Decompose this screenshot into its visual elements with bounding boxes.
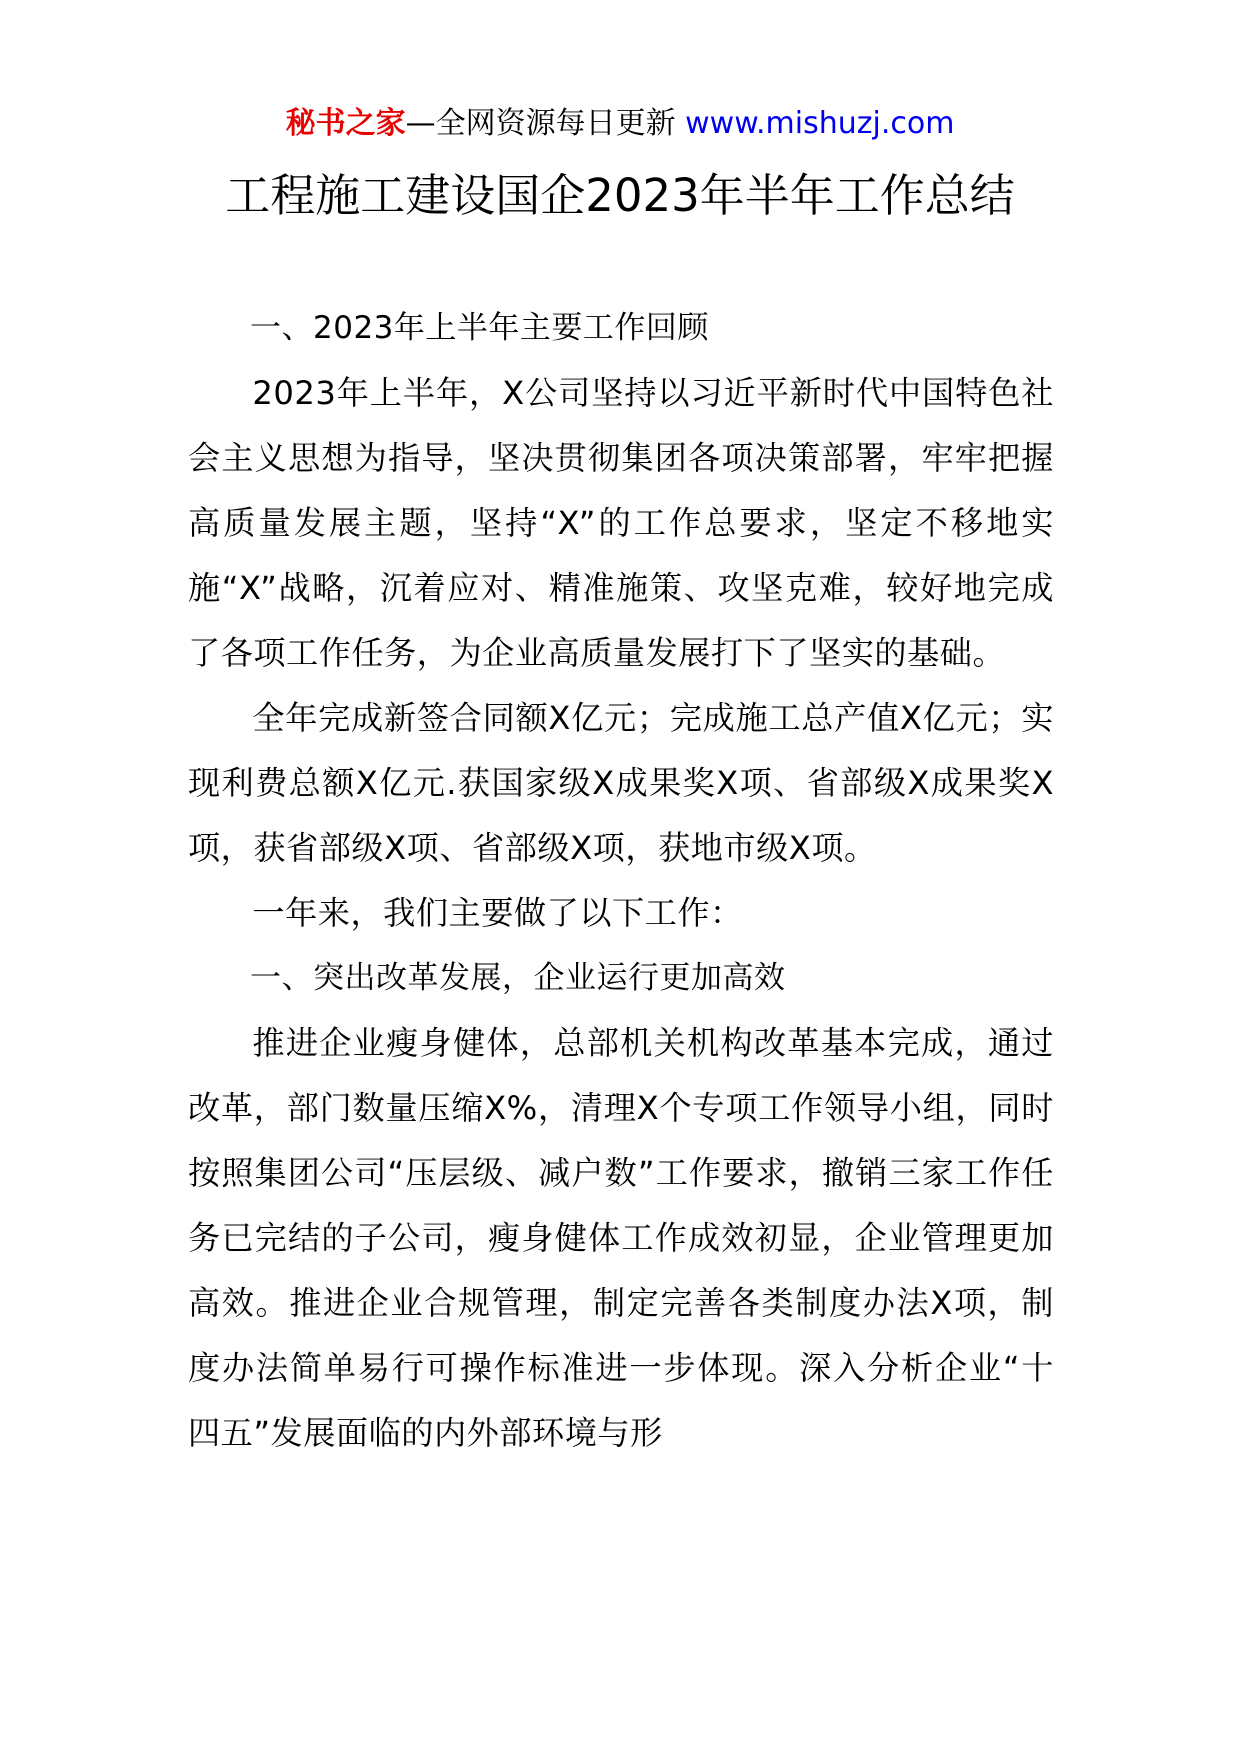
paragraph: 一年来，我们主要做了以下工作： [252, 894, 743, 932]
section-heading: 一、突出改革发展，企业运行更加高效 [250, 960, 786, 996]
paragraph: 推进企业瘦身健体，总部机关机构改革基本完成，通过改革，部门数量压缩X%，清理X个专项工作领导小组，同时按照集团公司“压层级、减户数”工作要求，撤销三家工作任务已完结的子公司，瘦身健体工作成效初显，企业管理更加高效。推进企业合规管理，制定完善各类制度办法X项，制度办法简单易行可操作标准进一步体现。深入分析企业“十四五”发展面临的内外部环境与形 [188, 1024, 1054, 1452]
section-heading: 一、2023年上半年主要工作回顾 [250, 310, 709, 346]
document-body [188, 296, 1054, 1466]
header-url[interactable]: www.mishuzj.com [685, 106, 955, 141]
header-slogan: —全网资源每日更新 [405, 106, 686, 141]
watermark-header [0, 104, 1240, 144]
header-brand: 秘书之家 [285, 106, 406, 141]
paragraph: 全年完成新签合同额X亿元；完成施工总产值X亿元；实现利费总额X亿元.获国家级X成果奖X项、省部级X成果奖X项，获省部级X项、省部级X项，获地市级X项。 [188, 699, 1054, 867]
paragraph: 2023年上半年，X公司坚持以习近平新时代中国特色社会主义思想为指导，坚决贯彻集团各项决策部署，牢牢把握高质量发展主题，坚持“X”的工作总要求，坚定不移地实施“X”战略，沉着应对、精准施策、攻坚克难，较好地完成了各项工作任务，为企业高质量发展打下了坚实的基础。 [188, 374, 1054, 672]
document-title: 工程施工建设国企2023年半年工作总结 [225, 169, 1015, 222]
